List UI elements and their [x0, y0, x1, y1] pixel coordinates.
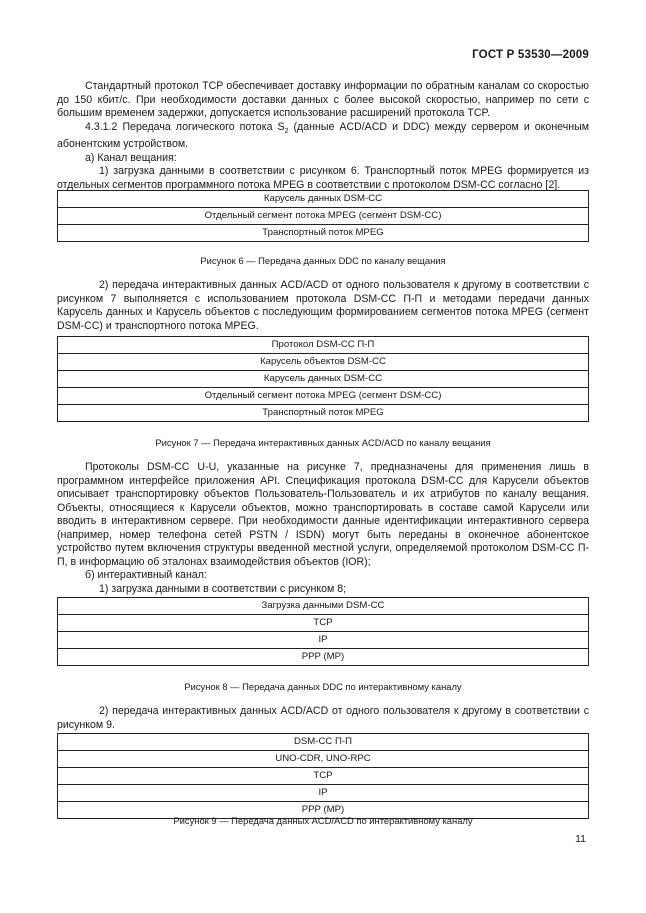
paragraph: Протоколы DSM-CC U-U, указанные на рисунке 7, предназначены для применения лишь в программном интерфейсе приложения API. Спецификация протокола DSM-CC для Карусели объектов описывает транспортировку объектов Пользователь-Пользователь и их атрибутов по каналу вещания. Объекты, относящиеся к Карусели объектов, можно транспортировать в составе самой Карусели или вводить в интерактивном сервере. При необходимости данные идентификации интерактивного сервера (например, номер телефона сетей PSTN / ISDN) могут быть переданы в оконечное абонентское устройство путем включения структуры введенной местной услуги, определяемой протоколом DSM-CC П-П, в информацию об эталонах взаимодействия объектов (IOR); [57, 461, 589, 568]
figure-9-caption: Рисунок 9 — Передача данных ACD/ACD по интерактивному каналу [173, 815, 473, 826]
paragraph-item-2: 2) передача интерактивных данных ACD/ACD от одного пользователя к другому в соответствии с рисунком 7 выполняется с использованием протокола DSM-CC П-П и методами передачи данных Карусель данных и Карусель объектов с последующим формированием сегментов потока MPEG (сегмент DSM-CC) и транспортного потока MPEG. [57, 279, 589, 332]
figure-6-stack [57, 190, 589, 242]
stack-layer: Транспортный поток MPEG [58, 225, 589, 242]
standard-header: ГОСТ Р 53530—2009 [472, 49, 589, 61]
stack-layer: IP [58, 632, 589, 649]
stack-layer: PPP (MP) [58, 649, 589, 666]
figure-8-stack [57, 597, 589, 666]
stack-layer: IP [58, 785, 589, 802]
stack-layer: Отдельный сегмент потока MPEG (сегмент DSM-CC) [58, 388, 589, 405]
figure-6-caption: Рисунок 6 — Передача данных DDC по каналу вещания [200, 255, 446, 266]
paragraph-item-1: 1) загрузка данными в соответствии с рисунком 8; [99, 582, 347, 595]
stack-layer: Транспортный поток MPEG [58, 405, 589, 422]
stack-layer: Протокол DSM-CC П-П [58, 337, 589, 354]
stack-layer: Карусель объектов DSM-CC [58, 354, 589, 371]
figure-7-stack [57, 336, 589, 422]
figure-9-stack [57, 733, 589, 819]
text-block-1 [57, 80, 589, 192]
paragraph-4-3-1-2: 4.3.1.2 Передача логического потока $S_2$ (данные ACD/ACD и DDC) между сервером и оконечным абонентским устройством. [57, 120, 589, 151]
paragraph: Стандартный протокол TCP обеспечивает доставку информации по обратным каналам со скоростью до 150 кбит/с. При необходимости доставки данных с более высокой скоростью, например по сети с большим временем задержки, допускается использование расширений протокола TCP. [57, 80, 589, 119]
text-block-2 [57, 279, 589, 333]
text-block-3 [57, 461, 589, 596]
text-block-4 [57, 705, 589, 732]
stack-layer: PPP (MP) [58, 802, 589, 819]
figure-7-caption: Рисунок 7 — Передача интерактивных данных ACD/ACD по каналу вещания [155, 437, 491, 448]
figure-8-caption: Рисунок 8 — Передача данных DDC по интерактивному каналу [184, 681, 462, 692]
page-number: 11 [575, 833, 586, 845]
stack-layer: Карусель данных DSM-CC [58, 191, 589, 208]
paragraph-item-1: 1) загрузка данными в соответствии с рисунком 6. Транспортный поток MPEG формируется из отдельных сегментов программного потока MPEG в соответствии с протоколом DSM-CC согласно [2]. [57, 165, 589, 191]
paragraph-item-2: 2) передача интерактивных данных ACD/ACD от одного пользователя к другому в соответствии с рисунком 9. [57, 705, 589, 731]
stack-layer: DSM-CC П-П [58, 734, 589, 751]
stack-layer: UNO-CDR, UNO-RPC [58, 751, 589, 768]
stack-layer: Загрузка данными DSM-CC [58, 598, 589, 615]
stack-layer: Карусель данных DSM-CC [58, 371, 589, 388]
stack-layer: TCP [58, 768, 589, 785]
paragraph-interactive-channel: б) интерактивный канал: [85, 569, 207, 581]
paragraph-broadcast-channel: а) Канал вещания: [85, 151, 177, 164]
stack-layer: TCP [58, 615, 589, 632]
stack-layer: Отдельный сегмент потока MPEG (сегмент DSM-CC) [58, 208, 589, 225]
